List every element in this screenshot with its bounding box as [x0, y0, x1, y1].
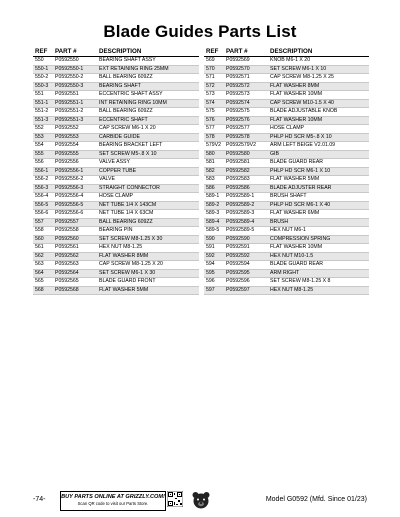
part-number-cell: P0592556-1: [53, 167, 97, 176]
qr-code-icon[interactable]: [167, 491, 183, 507]
description-cell: PHLP HD SCR M5-.8 X 10: [268, 133, 369, 142]
description-cell: BALL BEARING 609ZZ: [97, 74, 199, 83]
table-row: [204, 82, 369, 91]
table-row: [204, 261, 369, 270]
description-cell: FLAT WASHER 8MM: [268, 82, 369, 91]
part-number-cell: P0592551-2: [53, 108, 97, 117]
ref-cell: 580: [204, 150, 224, 159]
part-number-cell: P0592590: [224, 235, 268, 244]
description-cell: FLAT WASHER 10MM: [268, 91, 369, 100]
description-cell: BALL BEARING 609ZZ: [97, 218, 199, 227]
table-row: [33, 286, 199, 295]
description-cell: BRUSH: [268, 218, 369, 227]
ref-cell: 589-3: [204, 210, 224, 219]
description-cell: BEARING SHAFT ASSY: [97, 57, 199, 66]
ref-cell: 556-6: [33, 210, 53, 219]
ref-cell: 552: [33, 125, 53, 134]
ref-cell: 556-2: [33, 176, 53, 185]
ref-cell: 597: [204, 286, 224, 295]
ref-cell: 577: [204, 125, 224, 134]
part-number-cell: P0592550-2: [53, 74, 97, 83]
parts-table-right: [204, 47, 369, 295]
ref-cell: 586: [204, 184, 224, 193]
table-row: [204, 99, 369, 108]
ref-cell: 590: [204, 235, 224, 244]
part-number-cell: P0592589-1: [224, 193, 268, 202]
part-number-cell: P0592577: [224, 125, 268, 134]
part-number-cell: P0592550: [53, 57, 97, 66]
description-cell: CAP SCREW M8-1.25 X 25: [268, 74, 369, 83]
ref-cell: 572: [204, 82, 224, 91]
description-cell: HOSE CLAMP: [97, 193, 199, 202]
ref-cell: 579V2: [204, 142, 224, 151]
description-cell: VALVE: [97, 176, 199, 185]
description-cell: BLADE ADJUSTABLE KNOB: [268, 108, 369, 117]
ref-cell: 596: [204, 278, 224, 287]
table-row: [33, 91, 199, 100]
ref-cell: 551-3: [33, 116, 53, 125]
table-row: [33, 278, 199, 287]
header-ref: REF: [204, 47, 224, 57]
description-cell: INT RETAINING RING 10MM: [97, 99, 199, 108]
description-cell: COMPRESSION SPRING: [268, 235, 369, 244]
table-row: [33, 244, 199, 253]
description-cell: KNOB M6-1 X 20: [268, 57, 369, 66]
part-number-cell: P0592552: [53, 125, 97, 134]
ref-cell: 581: [204, 159, 224, 168]
description-cell: BEARING PIN: [97, 227, 199, 236]
description-cell: SET SCREW M6-1 X 10: [268, 65, 369, 74]
ref-cell: 550-3: [33, 82, 53, 91]
header-part-number: PART #: [224, 47, 268, 57]
table-row: [33, 99, 199, 108]
description-cell: BLADE GUARD FRONT: [97, 278, 199, 287]
table-row: [33, 201, 199, 210]
ref-cell: 582: [204, 167, 224, 176]
description-cell: ARM RIGHT: [268, 269, 369, 278]
part-number-cell: P0592565: [53, 278, 97, 287]
part-number-cell: P0592551-1: [53, 99, 97, 108]
table-row: [33, 269, 199, 278]
ref-cell: 575: [204, 108, 224, 117]
table-header-row: [204, 47, 369, 57]
ref-cell: 591: [204, 244, 224, 253]
ref-cell: 569: [204, 57, 224, 66]
table-row: [33, 184, 199, 193]
part-number-cell: P0592574: [224, 99, 268, 108]
ref-cell: 561: [33, 244, 53, 253]
description-cell: HEX NUT M10-1.5: [268, 252, 369, 261]
part-number-cell: P0592573: [224, 91, 268, 100]
table-row: [33, 176, 199, 185]
part-number-cell: P0592556-3: [53, 184, 97, 193]
table-row: [204, 201, 369, 210]
part-number-cell: P0592560: [53, 235, 97, 244]
table-row: [33, 252, 199, 261]
table-row: [33, 133, 199, 142]
description-cell: BLADE GUARD REAR: [268, 159, 369, 168]
part-number-cell: P0592556-4: [53, 193, 97, 202]
table-row: [33, 57, 199, 66]
header-description: DESCRIPTION: [268, 47, 369, 57]
part-number-cell: P0592579V2: [224, 142, 268, 151]
description-cell: HOSE CLAMP: [268, 125, 369, 134]
part-number-cell: P0592555: [53, 150, 97, 159]
ref-cell: 556-3: [33, 184, 53, 193]
ref-cell: 556: [33, 159, 53, 168]
description-cell: BLADE ADJUSTER REAR: [268, 184, 369, 193]
table-row: [33, 227, 199, 236]
description-cell: VALVE ASSY: [97, 159, 199, 168]
part-number-cell: P0592568: [53, 286, 97, 295]
description-cell: CARBIDE GUIDE: [97, 133, 199, 142]
table-row: [204, 193, 369, 202]
ref-cell: 553: [33, 133, 53, 142]
ref-cell: 571: [204, 74, 224, 83]
ref-cell: 594: [204, 261, 224, 270]
part-number-cell: P0592581: [224, 159, 268, 168]
part-number-cell: P0592564: [53, 269, 97, 278]
table-row: [204, 176, 369, 185]
part-number-cell: P0592556-2: [53, 176, 97, 185]
table-header-row: [33, 47, 199, 57]
table-row: [33, 159, 199, 168]
ref-cell: 574: [204, 99, 224, 108]
table-row: [204, 74, 369, 83]
description-cell: COPPER TUBE: [97, 167, 199, 176]
part-number-cell: P0592557: [53, 218, 97, 227]
part-number-cell: P0592572: [224, 82, 268, 91]
ref-cell: 578: [204, 133, 224, 142]
header-ref: REF: [33, 47, 53, 57]
promo-headline: BUY PARTS ONLINE AT GRIZZLY.COM!: [61, 494, 165, 500]
ref-cell: 568: [33, 286, 53, 295]
part-number-cell: P0592583: [224, 176, 268, 185]
ref-cell: 589-1: [204, 193, 224, 202]
description-cell: ECCENTRIC SHAFT: [97, 116, 199, 125]
table-row: [33, 142, 199, 151]
page-number: -74-: [33, 496, 46, 503]
description-cell: PHLP HD SCR M6-1 X 40: [268, 201, 369, 210]
table-row: [204, 150, 369, 159]
description-cell: SET SCREW M6-1 X 30: [97, 269, 199, 278]
table-row: [33, 116, 199, 125]
table-row: [204, 57, 369, 66]
part-number-cell: P0592558: [53, 227, 97, 236]
part-number-cell: P0592563: [53, 261, 97, 270]
ref-cell: 563: [33, 261, 53, 270]
description-cell: PHLP HD SCR M6-1 X 10: [268, 167, 369, 176]
table-row: [204, 116, 369, 125]
description-cell: FLAT WASHER 10MM: [268, 244, 369, 253]
part-number-cell: P0592580: [224, 150, 268, 159]
parts-store-promo[interactable]: [60, 491, 166, 511]
table-row: [33, 193, 199, 202]
table-row: [204, 235, 369, 244]
table-row: [204, 227, 369, 236]
description-cell: FLAT WASHER 5MM: [268, 176, 369, 185]
ref-cell: 562: [33, 252, 53, 261]
description-cell: BEARING SHAFT: [97, 82, 199, 91]
table-row: [204, 286, 369, 295]
description-cell: HEX NUT M8-1.25: [97, 244, 199, 253]
table-row: [33, 125, 199, 134]
part-number-cell: P0592562: [53, 252, 97, 261]
table-row: [33, 218, 199, 227]
parts-table-left: [33, 47, 199, 295]
table-row: [33, 82, 199, 91]
table-row: [204, 278, 369, 287]
ref-cell: 556-1: [33, 167, 53, 176]
part-number-cell: P0592556-5: [53, 201, 97, 210]
description-cell: ARM LEFT BEIGE V2.01.09: [268, 142, 369, 151]
part-number-cell: P0592551-3: [53, 116, 97, 125]
description-cell: CAP SCREW M6-1 X 20: [97, 125, 199, 134]
table-row: [204, 244, 369, 253]
table-row: [33, 108, 199, 117]
part-number-cell: P0592575: [224, 108, 268, 117]
part-number-cell: P0592596: [224, 278, 268, 287]
table-row: [204, 159, 369, 168]
part-number-cell: P0592554: [53, 142, 97, 151]
description-cell: GIB: [268, 150, 369, 159]
ref-cell: 560: [33, 235, 53, 244]
ref-cell: 565: [33, 278, 53, 287]
grizzly-bear-logo-icon: [191, 490, 211, 510]
part-number-cell: P0592550-1: [53, 65, 97, 74]
ref-cell: 550-2: [33, 74, 53, 83]
description-cell: ECCENTRIC SHAFT ASSY: [97, 91, 199, 100]
table-row: [33, 150, 199, 159]
part-number-cell: P0592589-3: [224, 210, 268, 219]
ref-cell: 556-5: [33, 201, 53, 210]
part-number-cell: P0592594: [224, 261, 268, 270]
ref-cell: 556-4: [33, 193, 53, 202]
part-number-cell: P0592578: [224, 133, 268, 142]
description-cell: EXT RETAINING RING 25MM: [97, 65, 199, 74]
description-cell: NET TUBE 1/4 X 143CM: [97, 201, 199, 210]
description-cell: FLAT WASHER 10MM: [268, 116, 369, 125]
description-cell: BLADE GUARD REAR: [268, 261, 369, 270]
table-row: [204, 269, 369, 278]
table-row: [204, 210, 369, 219]
header-description: DESCRIPTION: [97, 47, 199, 57]
ref-cell: 564: [33, 269, 53, 278]
table-row: [204, 65, 369, 74]
part-number-cell: P0592556-6: [53, 210, 97, 219]
description-cell: CAP SCREW M10-1.5 X 40: [268, 99, 369, 108]
description-cell: HEX NUT M6-1: [268, 227, 369, 236]
ref-cell: 555: [33, 150, 53, 159]
ref-cell: 576: [204, 116, 224, 125]
table-row: [33, 65, 199, 74]
table-row: [204, 133, 369, 142]
description-cell: HEX NUT M8-1.25: [268, 286, 369, 295]
ref-cell: 558: [33, 227, 53, 236]
part-number-cell: P0592553: [53, 133, 97, 142]
promo-subtext: Scan QR code to visit our Parts Store.: [77, 501, 149, 506]
part-number-cell: P0592592: [224, 252, 268, 261]
part-number-cell: P0592550-3: [53, 82, 97, 91]
description-cell: CAP SCREW M8-1.25 X 20: [97, 261, 199, 270]
part-number-cell: P0592597: [224, 286, 268, 295]
ref-cell: 551-1: [33, 99, 53, 108]
description-cell: SET SCREW M8-1.25 X 30: [97, 235, 199, 244]
table-row: [204, 167, 369, 176]
description-cell: BALL BEARING 609ZZ: [97, 108, 199, 117]
part-number-cell: P0592595: [224, 269, 268, 278]
part-number-cell: P0592561: [53, 244, 97, 253]
page-title: Blade Guides Parts List: [103, 22, 297, 41]
part-number-cell: P0592591: [224, 244, 268, 253]
model-info: Model G0592 (Mfd. Since 01/23): [265, 496, 367, 503]
part-number-cell: P0592576: [224, 116, 268, 125]
ref-cell: 554: [33, 142, 53, 151]
table-row: [204, 125, 369, 134]
part-number-cell: P0592589-2: [224, 201, 268, 210]
part-number-cell: P0592551: [53, 91, 97, 100]
description-cell: SET SCREW M5-.8 X 10: [97, 150, 199, 159]
table-row: [33, 235, 199, 244]
description-cell: BRUSH SHAFT: [268, 193, 369, 202]
ref-cell: 551: [33, 91, 53, 100]
ref-cell: 583: [204, 176, 224, 185]
part-number-cell: P0592571: [224, 74, 268, 83]
table-row: [204, 218, 369, 227]
ref-cell: 570: [204, 65, 224, 74]
table-row: [204, 252, 369, 261]
part-number-cell: P0592582: [224, 167, 268, 176]
ref-cell: 589-5: [204, 227, 224, 236]
part-number-cell: P0592569: [224, 57, 268, 66]
table-row: [204, 142, 369, 151]
part-number-cell: P0592589-4: [224, 218, 268, 227]
table-row: [204, 91, 369, 100]
description-cell: STRAIGHT CONNECTOR: [97, 184, 199, 193]
ref-cell: 595: [204, 269, 224, 278]
ref-cell: 550: [33, 57, 53, 66]
description-cell: SET SCREW M8-1.25 X 8: [268, 278, 369, 287]
ref-cell: 592: [204, 252, 224, 261]
part-number-cell: P0592589-5: [224, 227, 268, 236]
ref-cell: 573: [204, 91, 224, 100]
part-number-cell: P0592556: [53, 159, 97, 168]
description-cell: FLAT WASHER 6MM: [268, 210, 369, 219]
description-cell: FLAT WASHER 5MM: [97, 286, 199, 295]
ref-cell: 589-2: [204, 201, 224, 210]
ref-cell: 557: [33, 218, 53, 227]
table-row: [33, 74, 199, 83]
table-row: [33, 261, 199, 270]
part-number-cell: P0592586: [224, 184, 268, 193]
description-cell: FLAT WASHER 8MM: [97, 252, 199, 261]
table-row: [204, 108, 369, 117]
ref-cell: 589-4: [204, 218, 224, 227]
description-cell: NET TUBE 1/4 X 63CM: [97, 210, 199, 219]
page-footer: [0, 490, 400, 512]
description-cell: BEARING BRACKET LEFT: [97, 142, 199, 151]
table-row: [33, 167, 199, 176]
header-part-number: PART #: [53, 47, 97, 57]
table-row: [33, 210, 199, 219]
part-number-cell: P0592570: [224, 65, 268, 74]
table-row: [204, 184, 369, 193]
ref-cell: 550-1: [33, 65, 53, 74]
ref-cell: 551-2: [33, 108, 53, 117]
